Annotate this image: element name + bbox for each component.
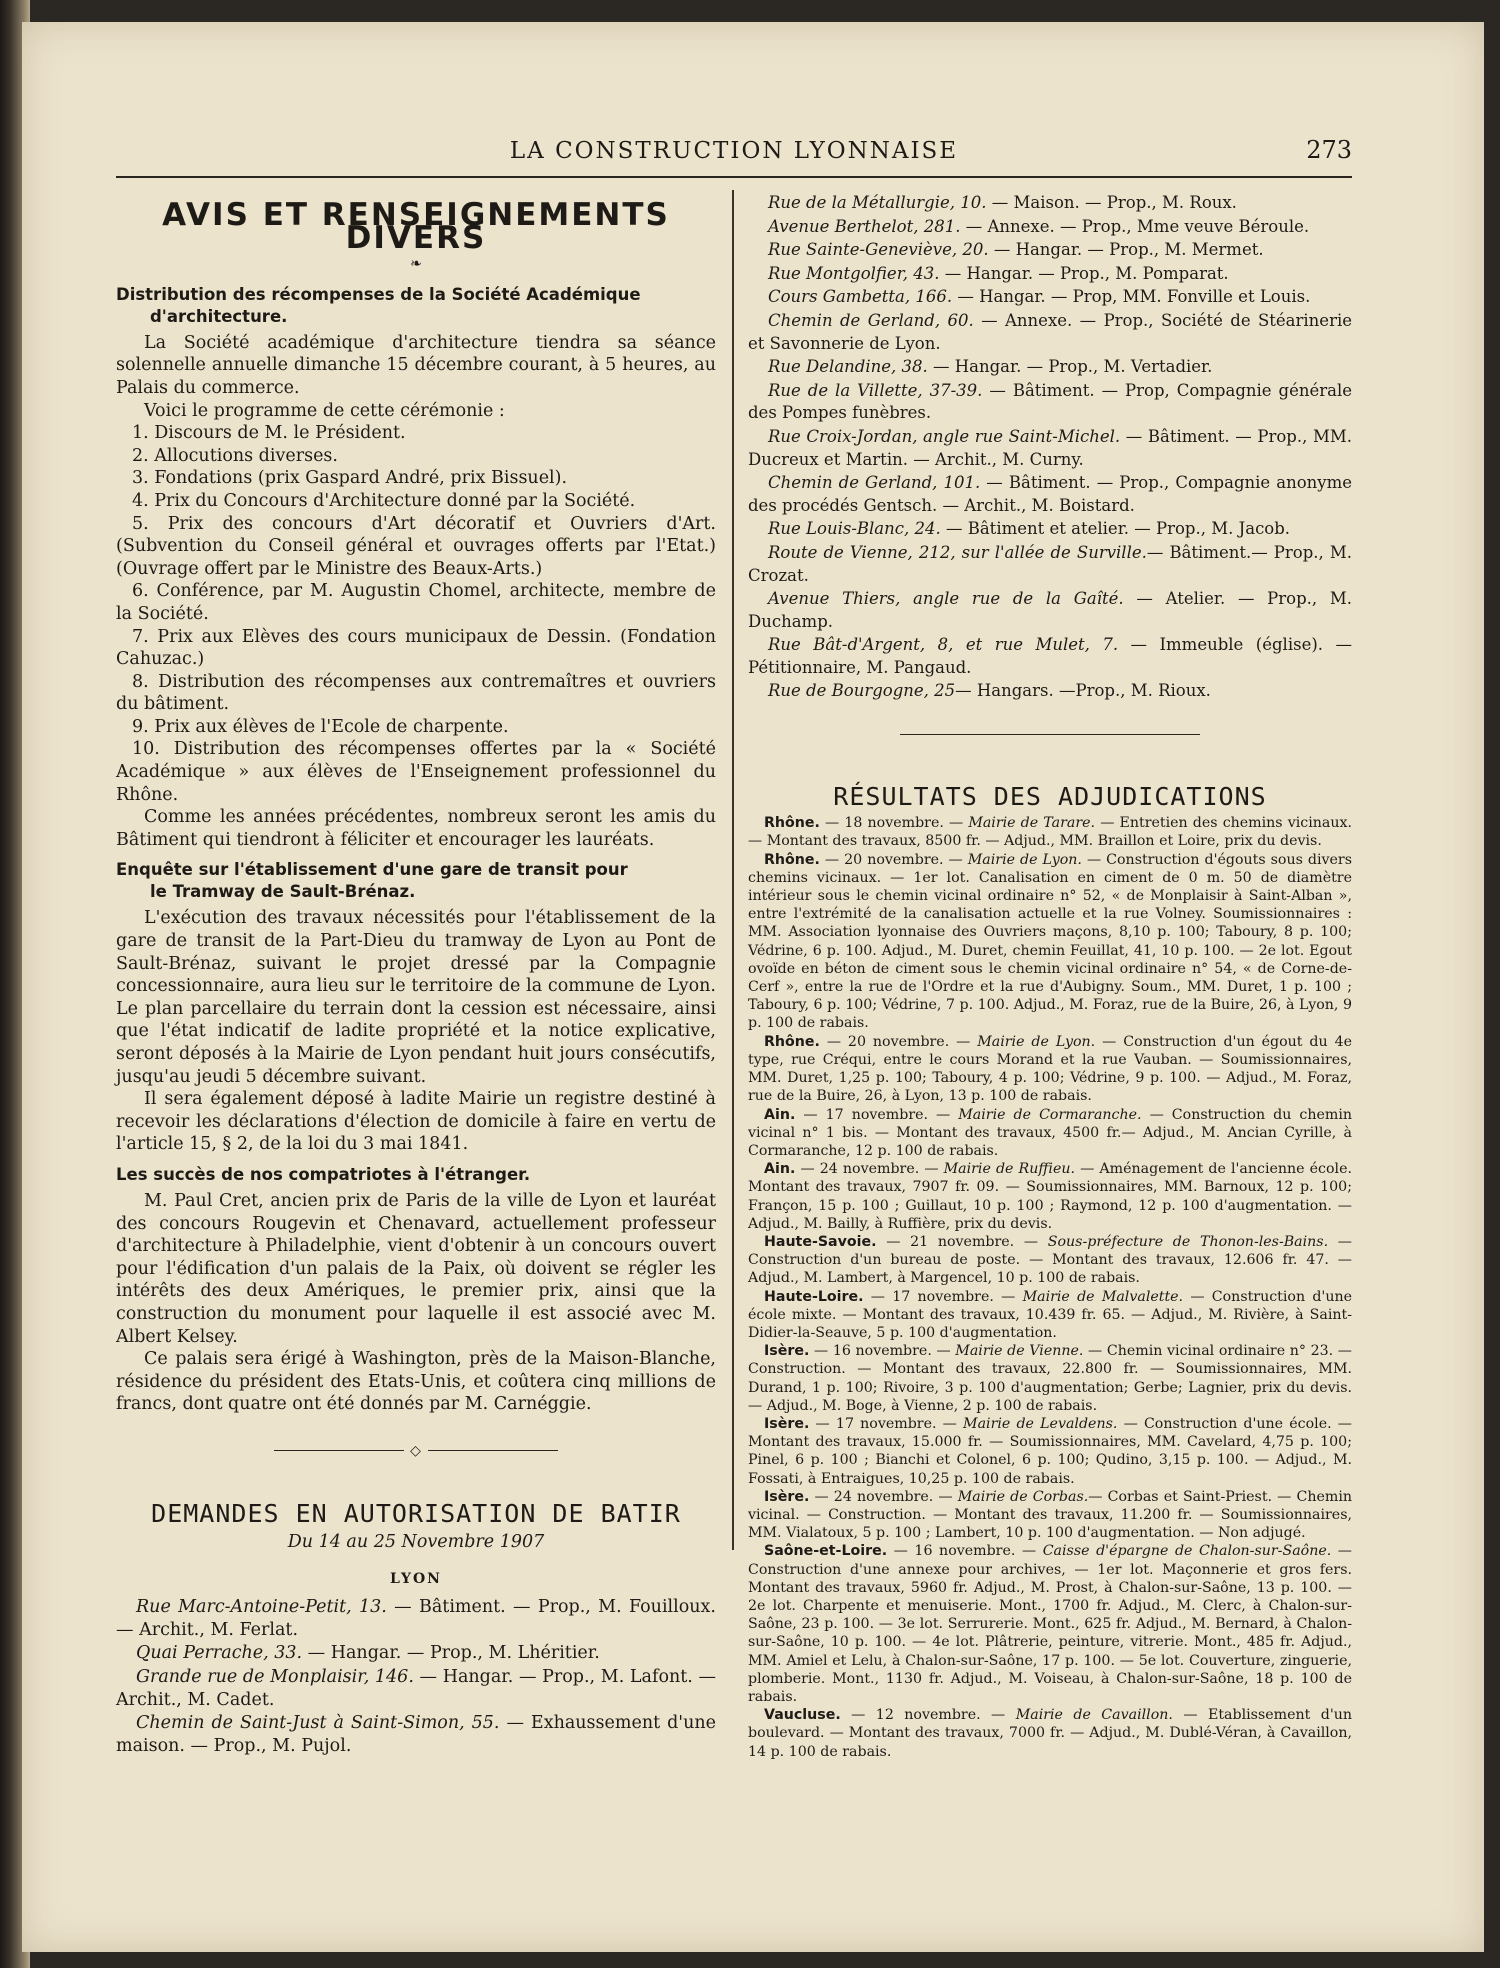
permit-entry	[116, 1712, 716, 1757]
entry-department: Vaucluse.	[764, 1707, 841, 1724]
entry-date: — 17 novembre. —	[863, 1288, 1023, 1305]
heading-line: Les succès de nos compatriotes à l'étranger.	[116, 1164, 531, 1184]
entry-date: — 16 novembre. —	[887, 1543, 1043, 1560]
permit-entry	[116, 1642, 716, 1665]
entry-department: Haute-Savoie.	[764, 1233, 877, 1250]
program-item: 2. Allocutions diverses.	[132, 445, 338, 466]
permit-detail: — Hangar. — Prop, MM. Fonville et Louis.	[952, 287, 1311, 307]
adjudication-entry	[748, 1706, 1352, 1761]
entry-place: Mairie de Cormaranche.	[958, 1106, 1142, 1123]
entry-department: Rhône.	[764, 815, 820, 832]
entry-department: Rhône.	[764, 851, 820, 868]
entry-department: Saône-et-Loire.	[764, 1543, 888, 1560]
entry-text: — Construction d'un égout du 4e type, rue Créqui, entre le cours Morand et la rue Vauban. — Soumissionnaires, MM. Duret, 1,25 p. 100; Taboury, 4 p. 100; Védrine, 9 p. 100. — Adjud., M. Foraz, rue de la Buire, 26, à Lyon, 13 p. 100 de rabais.	[748, 1033, 1352, 1105]
entry-date: — 20 novembre. —	[819, 851, 968, 868]
entry-text: — Corbas et Saint-Priest. — Chemin vicinal. — Construction. — Montant des travaux, 11.200 fr. — Soumissionnaires, MM. Vialatoux, 5 p. 100 ; Lambert, 10 p. 100 d'augmentation. — Non adjugé.	[748, 1488, 1353, 1542]
permit-detail: — Hangar. — Prop., M. Lafont. — Archit., M. Cadet.	[116, 1667, 717, 1710]
entry-place: Mairie de Vienne.	[955, 1343, 1084, 1360]
city-heading: LYON	[390, 1570, 442, 1587]
heading-line: Distribution des récompenses de la Société Académique	[116, 284, 641, 304]
program-item: 10. Distribution des récompenses offertes par la « Société Académique » aux élèves de l'Enseignement professionnel du Rhône.	[116, 739, 716, 805]
permit-detail: — Bâtiment. — Prop., MM. Ducreux et Martin. — Archit., M. Curny.	[748, 426, 1352, 469]
adjudication-entry	[748, 1033, 1352, 1106]
entry-text: — Construction d'une école. — Montant des travaux, 15.000 fr. — Soumissionnaires, MM. Cavelard, 4,75 p. 100; Pinel, 6 p. 100 ; Bianchi et Colonel, 6 p. 100; Qudino, 3,15 p. 100. — Adjud., M. Fossati, à Entraigues, 10,25 p. 100 de rabais.	[748, 1415, 1352, 1487]
permit-entry	[748, 680, 1352, 703]
entry-text: — Construction d'une école mixte. — Montant des travaux, 10.439 fr. 65. — Adjud., M. Rivière, à Saint-Didier-la-Seauve, 5 p. 100 d'augmentation.	[748, 1288, 1352, 1341]
entry-date: — 16 novembre. —	[809, 1343, 956, 1360]
paragraph: L'exécution des travaux nécessités pour l'établissement de la gare de transit de la Part-Dieu du tramway de Lyon au Pont de Sault-Brénaz, suivant le projet dressé par la Compagnie concessionnaire, aura lieu sur le territoire de la commune de Lyon. Le plan parcellaire du terrain dont la cession est nécessaire, ainsi que l'état indicatif de ladite propriété et la notice explicative, seront déposés à la Mairie de Lyon pendant huit jours consécutifs, jusqu'au jeudi 5 décembre suivant.	[116, 908, 716, 1087]
column-divider	[732, 190, 734, 1550]
entry-text: — Entretien des chemins vicinaux. — Montant des travaux, 8500 fr. — Adjud., MM. Braillon et Loire, prix du devis.	[748, 815, 1353, 850]
entry-text: — Construction d'un bureau de poste. — Montant des travaux, 12.606 fr. 47. — Adjud., M. Lambert, à Margencel, 10 p. 100 de rabais.	[748, 1233, 1352, 1287]
dateline: Du 14 au 25 Novembre 1907	[287, 1532, 545, 1553]
paragraph: Il sera également déposé à ladite Mairie un registre destiné à recevoir les déclarations d'élection de domicile à faire en vertu de l'article 15, § 2, de la loi du 3 mai 1841.	[116, 1089, 716, 1155]
results-list	[748, 814, 1352, 1761]
permit-street: Grande rue de Monplaisir, 146.	[136, 1667, 414, 1688]
paragraph: Voici le programme de cette cérémonie :	[144, 400, 505, 421]
permit-detail: — Bâtiment. — Prop, Compagnie générale des Pompes funèbres.	[748, 380, 1352, 423]
entry-date: — 18 novembre. —	[819, 815, 969, 832]
entry-date: — 20 novembre. —	[819, 1033, 978, 1050]
permit-street: Avenue Berthelot, 281.	[768, 216, 961, 236]
permit-street: Chemin de Gerland, 60.	[768, 310, 974, 330]
paragraph: La Société académique d'architecture tiendra sa séance solennelle annuelle dimanche 15 décembre courant, à 5 heures, au Palais du commerce.	[116, 332, 716, 398]
permit-entry	[748, 216, 1352, 239]
permit-street: Rue de la Villette, 37-39.	[768, 380, 983, 400]
permit-detail: — Exhaussement d'une maison. — Prop., M. Pujol.	[116, 1713, 716, 1756]
page-header	[116, 116, 1352, 178]
subsection-heading	[116, 284, 716, 328]
entry-department: Isère.	[764, 1488, 810, 1505]
entry-department: Isère.	[764, 1343, 810, 1360]
adjudication-entry	[748, 1488, 1352, 1543]
permit-detail: — Bâtiment.— Prop., M. Crozat.	[748, 542, 1352, 585]
permit-street: Rue Sainte-Geneviève, 20.	[768, 240, 989, 260]
program-item: 6. Conférence, par M. Augustin Chomel, architecte, membre de la Société.	[116, 581, 716, 624]
heading-line: le Tramway de Sault-Brénaz.	[150, 882, 416, 902]
program-item: 4. Prix du Concours d'Architecture donné par la Société.	[132, 490, 636, 511]
permit-detail: — Bâtiment et atelier. — Prop., M. Jacob.	[940, 519, 1291, 539]
running-title: LA CONSTRUCTION LYONNAISE	[509, 138, 959, 164]
adjudication-entry	[748, 1106, 1352, 1161]
entry-text: — Aménagement de l'ancienne école. Montant des travaux, 7907 fr. 09. — Soumissionnaires, MM. Barnoux, 12 p. 100; Françon, 15 p. 100 ; Guillaut, 10 p. 100 ; Raymond, 12 p. 100 d'augmentation. — Adjud., M. Bailly, à Ruffière, prix du devis.	[748, 1161, 1352, 1232]
permit-entry	[748, 380, 1352, 425]
permit-detail: — Hangar. — Prop., M. Mermet.	[988, 240, 1264, 260]
entry-text: — Construction d'une annexe pour archives, — 1er lot. Maçonnerie et gros fers. Montant des travaux, 5960 fr. Adjud., M. Prost, à Chalon-sur-Saône, 13 p. 100. — 2e lot. Charpente et menuiserie. Mont., 1700 fr. Adjud., M. Clerc, à Chalon-sur-Saône, 23 p. 100. — 3e lot. Serrurerie. Mont., 625 fr. Adjud., M. Bernard, à Chalon-sur-Saône, 10 p. 100. — 4e lot. Plâtrerie, peinture, vitrerie. Mont., 485 fr. Adjud., MM. Amiel et Lelu, à Chalon-sur-Saône, 17 p. 100. — 5e lot. Couverture, zinguerie, plomberie. Mont., 1130 fr. Adjud., M. Voiseau, à Chalon-sur-Saône, 18 p. 100 de rabais.	[748, 1543, 1352, 1705]
paragraph: Comme les années précédentes, nombreux seront les amis du Bâtiment qui tiendront à féliciter et encourager les lauréats.	[116, 807, 716, 850]
section-separator	[748, 719, 1352, 742]
entry-date: — 17 novembre. —	[795, 1106, 959, 1123]
permit-detail: — Bâtiment. — Prop., M. Fouilloux. — Archit., M. Ferlat.	[116, 1597, 716, 1640]
permit-detail: — Maison. — Prop., M. Roux.	[986, 193, 1237, 212]
permit-detail: — Immeuble (église). — Pétitionnaire, M. Pangaud.	[748, 635, 1352, 677]
permit-street: Quai Perrache, 33.	[136, 1643, 303, 1664]
heading-line: d'architecture.	[150, 306, 288, 326]
permit-entry	[748, 634, 1352, 679]
permit-street: Avenue Thiers, angle rue de la Gaîté.	[768, 589, 1124, 609]
program-item: 1. Discours de M. le Président.	[132, 423, 406, 444]
entry-department: Haute-Loire.	[764, 1288, 864, 1305]
program-item: 3. Fondations (prix Gaspard André, prix Bissuel).	[132, 468, 568, 489]
entry-department: Rhône.	[764, 1033, 820, 1050]
permit-street: Route de Vienne, 212, sur l'allée de Surville.	[768, 542, 1147, 562]
permit-list-left	[116, 1596, 716, 1757]
permit-detail: — Hangars. —Prop., M. Rioux.	[955, 681, 1211, 701]
adjudication-entry	[748, 1342, 1352, 1415]
adjudication-entry	[748, 1160, 1352, 1233]
adjudication-entry	[748, 1288, 1352, 1343]
entry-place: Mairie de Lyon.	[967, 851, 1082, 868]
permit-entry	[748, 356, 1352, 379]
permit-detail: — Hangar. — Prop., M. Pomparat.	[939, 263, 1229, 283]
permit-street: Rue de la Métallurgie, 10.	[768, 193, 987, 212]
permit-entry	[116, 1596, 716, 1641]
permit-detail: — Atelier. — Prop., M. Duchamp.	[748, 589, 1352, 631]
paragraph: Ce palais sera érigé à Washington, près de la Maison-Blanche, résidence du président des Etats-Unis, et coûtera cinq millions de francs, dont quatre ont été donnés par M. Carnéggie.	[116, 1349, 716, 1415]
entry-text: — Construction du chemin vicinal n° 1 bis. — Montant des travaux, 4500 fr.— Adjud., M. Ancian Cyrille, à Cormaranche, 12 p. 100 de rabais.	[748, 1106, 1352, 1159]
entry-place: Mairie de Ruffieu.	[943, 1161, 1076, 1178]
permit-street: Rue Marc-Antoine-Petit, 13.	[136, 1597, 387, 1618]
permit-detail: — Hangar. — Prop., M. Vertadier.	[927, 357, 1213, 377]
permit-entry	[748, 239, 1352, 262]
permit-street: Cours Gambetta, 166.	[768, 287, 953, 307]
permit-entry	[748, 518, 1352, 541]
permit-entry	[116, 1666, 716, 1711]
permit-detail: — Bâtiment. — Prop., Compagnie anonyme des procédés Gentsch. — Archit., M. Boistard.	[748, 473, 1353, 515]
permit-entry	[748, 310, 1352, 355]
journal-page	[22, 22, 1484, 1952]
left-column	[116, 192, 716, 1882]
entry-text: — Etablissement d'un boulevard. — Montant des travaux, 7000 fr. — Adjud., M. Dublé-Véran, à Cavaillon, 14 p. 100 de rabais.	[748, 1707, 1353, 1760]
entry-text: — Chemin vicinal ordinaire n° 23. — Construction. — Montant des travaux, 22.800 fr. — Soumissionnaires, MM. Durand, 1 p. 100; Rivoire, 3 p. 100 d'augmentation; Gerbe; Lagnier, prix du devis. — Adjud., M. Boge, à Vienne, 2 p. 100 de rabais.	[748, 1343, 1352, 1414]
permit-list-right	[748, 192, 1352, 703]
permit-street: Rue Delandine, 38.	[768, 357, 928, 377]
demandes-title: DEMANDES EN AUTORISATION DE BATIR	[151, 1498, 681, 1528]
heading-line: Enquête sur l'établissement d'une gare de transit pour	[116, 860, 628, 880]
avis-title: AVIS ET RENSEIGNEMENTS DIVERS	[162, 197, 670, 256]
entry-date: — 17 novembre. —	[809, 1415, 964, 1432]
entry-date: — 24 novembre. —	[809, 1488, 958, 1505]
adjudication-entry	[748, 1233, 1352, 1288]
adjudication-entry	[748, 1542, 1352, 1706]
permit-street: Chemin de Gerland, 101.	[768, 473, 981, 493]
permit-detail: — Annexe. — Prop., Mme veuve Béroule.	[960, 216, 1310, 236]
right-column	[748, 192, 1352, 1882]
permit-entry	[748, 588, 1352, 633]
entry-place: Mairie de Corbas.	[957, 1488, 1089, 1505]
adjudication-entry	[748, 814, 1352, 850]
permit-entry	[748, 286, 1352, 309]
entry-place: Mairie de Tarare.	[968, 815, 1096, 832]
permit-entry	[748, 426, 1352, 471]
permit-entry	[748, 263, 1352, 286]
permit-entry	[748, 192, 1352, 215]
entry-department: Ain.	[764, 1106, 796, 1123]
page-number: 273	[1306, 136, 1352, 164]
resultats-title: RÉSULTATS DES ADJUDICATIONS	[833, 781, 1267, 811]
entry-department: Ain.	[764, 1161, 796, 1178]
permit-street: Rue Bât-d'Argent, 8, et rue Mulet, 7.	[768, 635, 1119, 655]
subsection-heading	[116, 1164, 716, 1186]
entry-place: Mairie de Malvalette.	[1022, 1288, 1184, 1305]
permit-street: Rue de Bourgogne, 25	[768, 681, 956, 701]
permit-street: Rue Montgolfier, 43.	[768, 263, 940, 283]
entry-place: Sous-préfecture de Thonon-les-Bains.	[1047, 1233, 1329, 1250]
paragraph: M. Paul Cret, ancien prix de Paris de la ville de Lyon et lauréat des concours Rougevin et Chenavard, actuellement professeur d'architecture à Philadelphie, vient d'obtenir à un concours ouvert pour l'édification d'un palais de la Paix, où doivent se régler les intérêts des deux Amériques, le premier prix, ainsi que la construction du monument pour laquelle il est associé avec M. Albert Kelsey.	[116, 1190, 716, 1347]
entry-place: Mairie de Levaldens.	[963, 1415, 1118, 1432]
program-item: 8. Distribution des récompenses aux contremaîtres et ouvriers du bâtiment.	[116, 671, 716, 715]
entry-text: — Construction d'égouts sous divers chemins vicinaux. — 1er lot. Canalisation en ciment de 0 m. 50 de diamètre intérieur sous le chemin vicinal ordinaire n° 52, « de Monplaisir à Saint-Alban », entre l'extrémité de la canalisation actuelle et la rue Volney. Soumissionnaires : MM. Association lyonnaise des Ouvriers maçons, 8,10 p. 100; Taboury, 8 p. 100; Védrine, 6 p. 100. Adjud., M. Duret, chemin Feuillat, 41, 10 p. 100. — 2e lot. Egout ovoïde en béton de ciment sous le chemin vicinal ordinaire n° 54, « de Corne-de-Cerf », entre la rue de l'Ordre et la rue d'Aubigny. Soum., MM. Duret, 1 p. 100 ; Taboury, 6 p. 100; Védrine, 7 p. 100. Adjud., M. Foraz, rue de la Buire, 26, à Lyon, 9 p. 100 de rabais.	[748, 851, 1352, 1032]
permit-street: Rue Croix-Jordan, angle rue Saint-Michel.	[768, 426, 1121, 446]
permit-street: Rue Louis-Blanc, 24.	[768, 519, 941, 539]
program-item: 5. Prix des concours d'Art décoratif et Ouvriers d'Art. (Subvention du Conseil général et ouvrages offerts par l'Etat.) (Ouvrage offert par le Ministre des Beaux-Arts.)	[116, 513, 716, 579]
entry-department: Isère.	[764, 1415, 810, 1432]
permit-entry	[748, 542, 1352, 587]
section-separator: ◇	[116, 1440, 716, 1463]
permit-detail: — Annexe. — Prop., Société de Stéarinerie et Savonnerie de Lyon.	[748, 310, 1353, 353]
entry-place: Caisse d'épargne de Chalon-sur-Saône.	[1042, 1543, 1332, 1560]
program-item: 9. Prix aux élèves de l'Ecole de charpente.	[132, 716, 509, 737]
entry-date: — 12 novembre. —	[840, 1707, 1016, 1724]
entry-place: Mairie de Cavaillon.	[1015, 1707, 1173, 1724]
program-item: 7. Prix aux Elèves des cours municipaux de Dessin. (Fondation Cahuzac.)	[116, 626, 716, 670]
permit-detail: — Hangar. — Prop., M. Lhéritier.	[302, 1643, 600, 1664]
entry-date: — 21 novembre. —	[876, 1233, 1048, 1250]
subsection-heading	[116, 859, 716, 903]
ornament-icon: ❧	[410, 256, 422, 273]
entry-place: Mairie de Lyon.	[977, 1033, 1096, 1050]
permit-street: Chemin de Saint-Just à Saint-Simon, 55.	[136, 1713, 500, 1734]
adjudication-entry	[748, 1415, 1352, 1488]
permit-entry	[748, 472, 1352, 517]
adjudication-entry	[748, 851, 1352, 1033]
entry-date: — 24 novembre. —	[795, 1161, 944, 1178]
